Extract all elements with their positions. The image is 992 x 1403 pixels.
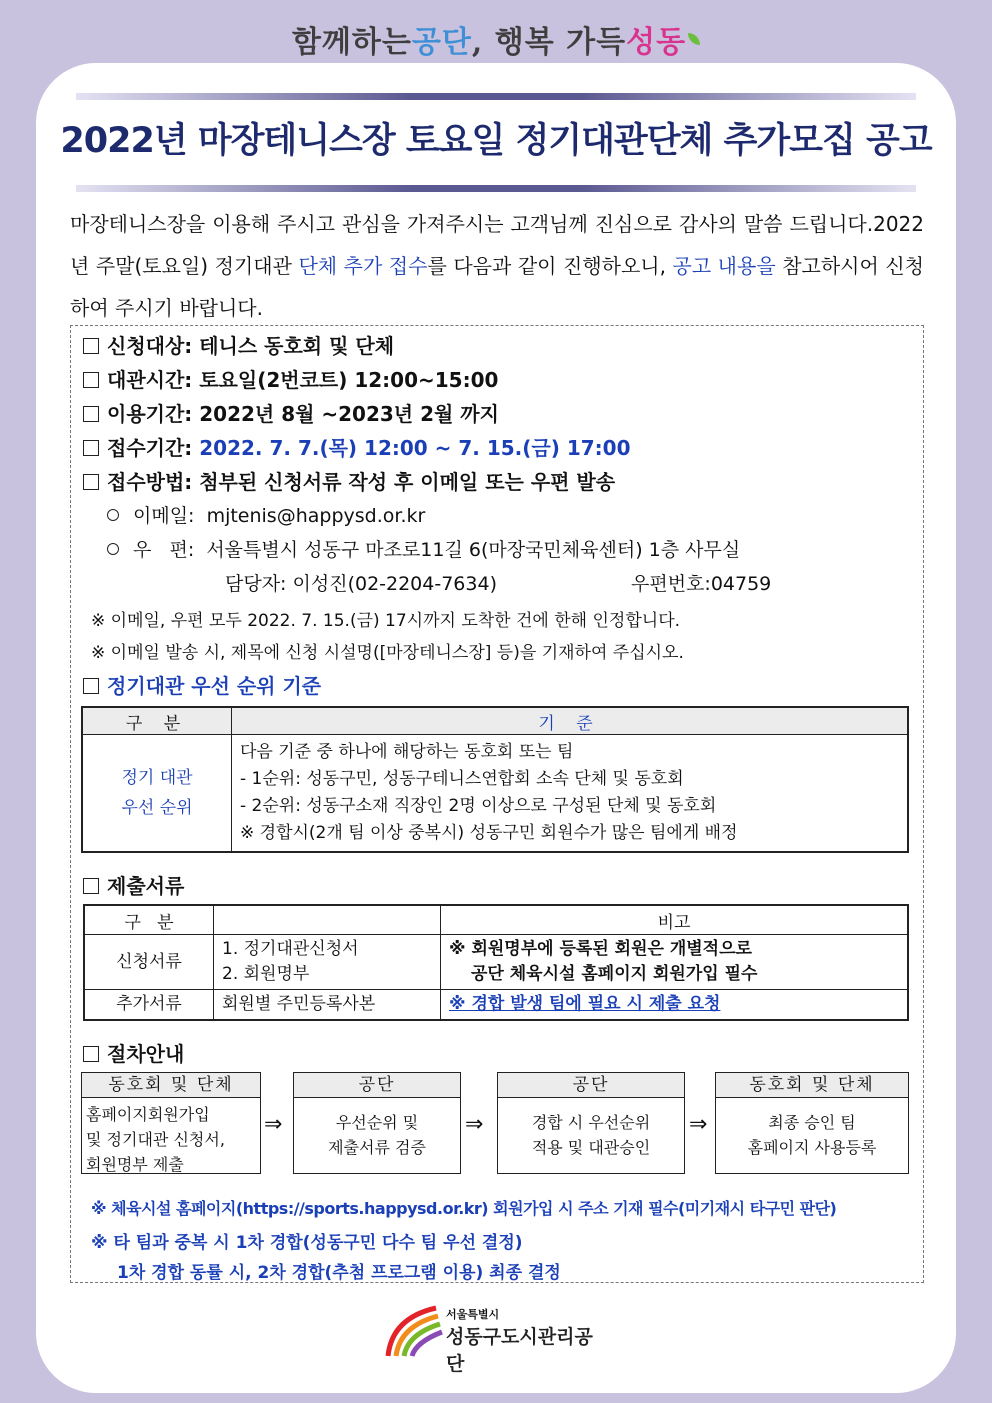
note-line: 공단 체육시설 홈페이지 회원가입 필수	[471, 964, 758, 984]
manager-row	[225, 569, 497, 596]
row-label	[82, 735, 232, 853]
criteria-line: - 1순위: 성동구민, 성동구테니스연합회 소속 단체 및 동호회	[240, 769, 684, 789]
postal-address: 서울특별시 성동구 마조로11길 6(마장국민체육센터) 1층 사무실	[206, 539, 741, 561]
column-header	[214, 905, 441, 935]
row-label: 신청서류	[84, 935, 214, 990]
column-header: 비고	[441, 905, 909, 935]
procedure-step	[81, 1072, 261, 1174]
intro-text: 를 다음과 같이 진행하오니,	[427, 254, 673, 278]
notice-card	[36, 63, 956, 1393]
step-body	[716, 1098, 908, 1164]
checkbox-icon	[83, 372, 99, 388]
email-address[interactable]: mjtenis@happysd.or.kr	[206, 505, 426, 527]
checkbox-icon	[83, 406, 99, 422]
step-body	[82, 1098, 260, 1181]
checkbox-icon	[83, 440, 99, 456]
step-line: 회원명부 제출	[86, 1155, 184, 1174]
intro-text: 참고하시어 신청하여 주시기 바랍니다.	[70, 254, 924, 320]
intro-highlight: 공고 내용을	[672, 254, 776, 278]
heading-text: 절차안내	[107, 1042, 185, 1066]
heading-text: 제출서류	[107, 874, 185, 898]
step-header: 동호회 및 단체	[716, 1073, 908, 1098]
column-header: 구 분	[82, 707, 232, 735]
column-header: 구 분	[84, 905, 214, 935]
step-line: 제출서류 검증	[328, 1138, 426, 1157]
item-text: 이용기간: 2022년 8월 ~2023년 2월 까지	[107, 402, 499, 426]
doc-cell	[214, 935, 441, 990]
procedure-step	[293, 1072, 461, 1174]
slogan-part: 성동	[626, 25, 687, 60]
checkbox-icon	[83, 474, 99, 490]
step-line: 최종 승인 팀	[768, 1113, 856, 1132]
item-target	[83, 330, 394, 359]
slogan	[0, 14, 992, 64]
doc-line: 1. 정기대관신청서	[222, 939, 359, 959]
criteria-line: - 2순위: 성동구소재 직장인 2명 이상으로 구성된 단체 및 동호회	[240, 796, 717, 816]
item-text: 대관시간: 토요일(2번코트) 12:00~15:00	[107, 368, 499, 392]
priority-table	[81, 706, 909, 853]
item-method	[83, 466, 615, 495]
step-line: 홈페이지회원가입	[86, 1105, 210, 1124]
slogan-part: , 행복 가득	[471, 25, 627, 60]
circle-bullet-icon	[107, 543, 119, 555]
row-label-line: 우선 순위	[121, 798, 193, 818]
note-cell	[441, 935, 909, 990]
step-header: 동호회 및 단체	[82, 1073, 260, 1098]
footnote: 1차 경합 동률 시, 2차 경합(추첨 프로그램 이용) 최종 결정	[117, 1263, 561, 1283]
procedure-step	[715, 1072, 909, 1174]
note: ※ 이메일 발송 시, 제목에 신청 시설명([마장테니스장] 등)을 기재하여 주십시오.	[91, 643, 684, 663]
logo-name: 성동구도시관리공단	[446, 1326, 593, 1375]
divider	[76, 185, 916, 192]
post-row	[107, 535, 740, 562]
organization-logo	[384, 1300, 604, 1375]
note: ※ 이메일, 우편 모두 2022. 7. 15.(금) 17시까지 도착한 건에 한해 인정합니다.	[91, 611, 681, 631]
step-header: 공단	[498, 1073, 684, 1098]
step-line: 경합 시 우선순위	[531, 1113, 651, 1132]
criteria-cell	[232, 735, 909, 853]
documents-heading	[83, 870, 184, 899]
priority-heading	[83, 670, 321, 699]
arrow-icon: ⇒	[264, 1112, 283, 1137]
procedure-step	[497, 1072, 685, 1174]
email-row	[107, 501, 425, 528]
checkbox-icon	[83, 338, 99, 354]
item-text: 접수방법: 첨부된 신청서류 작성 후 이메일 또는 우편 발송	[107, 470, 616, 494]
criteria-line: ※ 경합시(2개 팀 이상 중복시) 성동구민 회원수가 많은 팀에게 배정	[240, 823, 738, 843]
slogan-part: 함께하는	[291, 25, 412, 60]
slogan-part: 공단	[411, 25, 472, 60]
step-line: 홈페이지 사용등록	[747, 1138, 877, 1157]
item-text: 신청대상: 테니스 동호회 및 단체	[107, 334, 395, 358]
logo-small-text: 서울특별시	[446, 1308, 500, 1321]
page-title: 2022년 마장테니스장 토요일 정기대관단체 추가모집 공고	[60, 121, 932, 161]
step-line: 및 정기대관 신청서,	[86, 1130, 225, 1149]
item-time	[83, 364, 498, 393]
procedure-heading	[83, 1038, 184, 1067]
zipcode: 우편번호:04759	[631, 573, 772, 595]
receipt-period: 2022. 7. 7.(목) 12:00 ~ 7. 15.(금) 17:00	[199, 436, 631, 460]
doc-cell: 회원별 주민등록사본	[214, 990, 441, 1021]
footnote: ※ 체육시설 홈페이지(https://sports.happysd.or.kr) 회원가입 시 주소 기재 필수(미기재시 타구민 판단)	[91, 1199, 837, 1218]
arrow-icon: ⇒	[689, 1112, 708, 1137]
circle-bullet-icon	[107, 509, 119, 521]
checkbox-icon	[83, 678, 99, 694]
step-line: 우선순위 및	[335, 1113, 419, 1132]
intro-highlight: 단체 추가 접수	[298, 254, 428, 278]
post-label: 우 편:	[133, 539, 195, 561]
rainbow-logo-icon	[384, 1302, 444, 1358]
note-line: ※ 회원명부에 등록된 회원은 개별적으로	[449, 939, 752, 959]
column-header: 기 준	[232, 707, 909, 735]
intro-text: 마장테니스장을 이용해 주시고 관심을 가져주시는 고객님께 진심으로 감사의 말씀 드립니다.2022년 주말(토요일) 정기대관	[70, 212, 924, 278]
footnote: ※ 타 팀과 중복 시 1차 경합(성동구민 다수 팀 우선 결정)	[91, 1233, 523, 1253]
item-period	[83, 398, 499, 427]
email-label: 이메일:	[133, 505, 195, 527]
documents-table	[83, 904, 909, 1021]
intro-paragraph	[70, 203, 924, 329]
criteria-line: 다음 기준 중 하나에 해당하는 동호회 또는 팀	[240, 742, 574, 762]
row-label-line: 정기 대관	[121, 768, 193, 788]
step-header: 공단	[294, 1073, 460, 1098]
divider	[76, 93, 916, 100]
arrow-icon: ⇒	[465, 1112, 484, 1137]
item-receipt	[83, 432, 631, 461]
checkbox-icon	[83, 1046, 99, 1062]
checkbox-icon	[83, 878, 99, 894]
item-text: 접수기간:	[107, 436, 200, 460]
row-label: 추가서류	[84, 990, 214, 1021]
step-line: 적용 및 대관승인	[531, 1138, 651, 1157]
doc-line: 2. 회원명부	[222, 964, 310, 984]
heading-text: 정기대관 우선 순위 기준	[107, 674, 322, 698]
step-body	[498, 1098, 684, 1164]
details-box	[70, 325, 924, 1283]
note-cell: ※ 경합 발생 팀에 필요 시 제출 요청	[441, 990, 909, 1021]
leaf-icon	[688, 33, 700, 45]
manager-contact: 담당자: 이성진(02-2204-7634)	[225, 573, 497, 595]
step-body	[294, 1098, 460, 1164]
